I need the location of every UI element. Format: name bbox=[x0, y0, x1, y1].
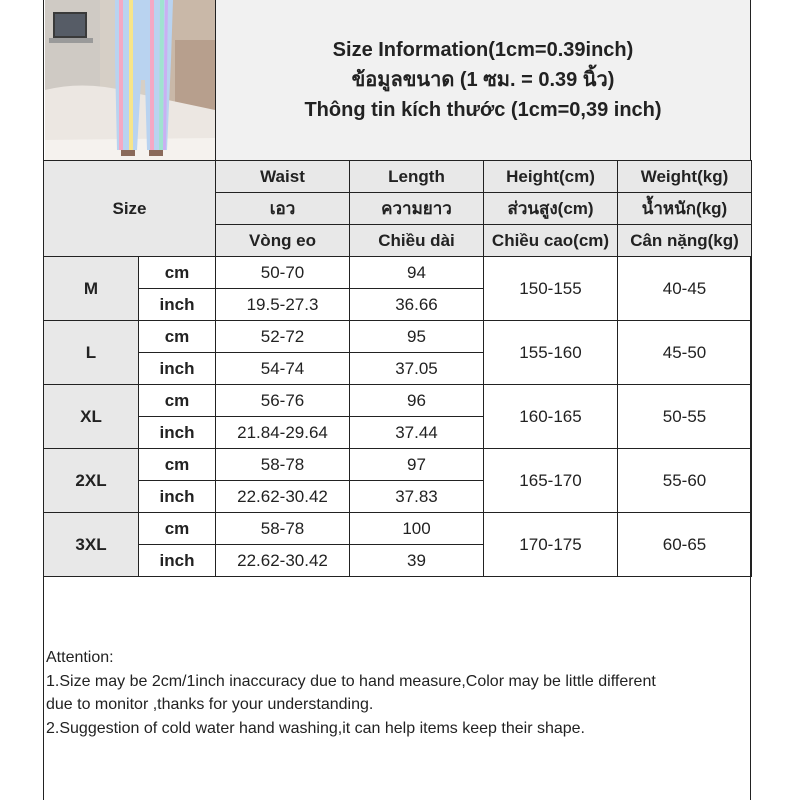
length-inch: 39 bbox=[350, 545, 484, 577]
unit-inch: inch bbox=[139, 289, 216, 321]
height-range: 150-155 bbox=[484, 257, 618, 321]
size-label-xl: XL bbox=[44, 385, 139, 449]
length-inch: 37.44 bbox=[350, 417, 484, 449]
column-header-length-vietnamese: Chiều dài bbox=[350, 225, 484, 257]
table-row bbox=[44, 513, 752, 545]
weight-range: 55-60 bbox=[618, 449, 752, 513]
size-information-header bbox=[215, 0, 750, 160]
unit-inch: inch bbox=[139, 545, 216, 577]
unit-cm: cm bbox=[139, 513, 216, 545]
table-row bbox=[44, 449, 752, 481]
weight-range: 45-50 bbox=[618, 321, 752, 385]
height-range: 165-170 bbox=[484, 449, 618, 513]
length-inch: 37.05 bbox=[350, 353, 484, 385]
header-line-vietnamese: Thông tin kích thước (1cm=0,39 inch) bbox=[304, 99, 662, 121]
waist-inch: 21.84-29.64 bbox=[216, 417, 350, 449]
length-inch: 37.83 bbox=[350, 481, 484, 513]
attention-notes bbox=[46, 646, 748, 740]
header-line-thai: ข้อมูลขนาด (1 ซม. = 0.39 นิ้ว) bbox=[351, 69, 615, 91]
column-header-weight-vietnamese: Cân nặng(kg) bbox=[618, 225, 752, 257]
column-header-weight-thai: น้ำหนัก(kg) bbox=[618, 193, 752, 225]
column-header-weight: Weight(kg) bbox=[618, 161, 752, 193]
size-label-2xl: 2XL bbox=[44, 449, 139, 513]
column-header-height-vietnamese: Chiều cao(cm) bbox=[484, 225, 618, 257]
unit-inch: inch bbox=[139, 417, 216, 449]
column-header-waist-vietnamese: Vòng eo bbox=[216, 225, 350, 257]
length-inch: 36.66 bbox=[350, 289, 484, 321]
header-line-english: Size Information(1cm=0.39inch) bbox=[332, 39, 634, 61]
length-cm: 100 bbox=[350, 513, 484, 545]
attention-title: Attention: bbox=[46, 649, 114, 666]
weight-range: 50-55 bbox=[618, 385, 752, 449]
unit-inch: inch bbox=[139, 481, 216, 513]
unit-cm: cm bbox=[139, 257, 216, 289]
height-range: 170-175 bbox=[484, 513, 618, 577]
table-row bbox=[44, 257, 752, 289]
size-label-m: M bbox=[44, 257, 139, 321]
column-header-waist: Waist bbox=[216, 161, 350, 193]
size-column-header: Size bbox=[44, 161, 216, 257]
unit-cm: cm bbox=[139, 385, 216, 417]
size-label-l: L bbox=[44, 321, 139, 385]
waist-cm: 58-78 bbox=[216, 513, 350, 545]
waist-cm: 50-70 bbox=[216, 257, 350, 289]
length-cm: 96 bbox=[350, 385, 484, 417]
height-range: 155-160 bbox=[484, 321, 618, 385]
product-photo bbox=[45, 0, 215, 160]
size-label-3xl: 3XL bbox=[44, 513, 139, 577]
column-header-height-thai: ส่วนสูง(cm) bbox=[484, 193, 618, 225]
weight-range: 40-45 bbox=[618, 257, 752, 321]
waist-inch: 22.62-30.42 bbox=[216, 481, 350, 513]
length-cm: 95 bbox=[350, 321, 484, 353]
attention-note-1: 1.Size may be 2cm/1inch inaccuracy due to hand measure,Color may be little different bbox=[46, 672, 656, 690]
column-header-length: Length bbox=[350, 161, 484, 193]
waist-cm: 52-72 bbox=[216, 321, 350, 353]
header-row-english bbox=[44, 161, 752, 193]
table-row bbox=[44, 385, 752, 417]
column-header-length-thai: ความยาว bbox=[350, 193, 484, 225]
unit-cm: cm bbox=[139, 321, 216, 353]
column-header-waist-thai: เอว bbox=[216, 193, 350, 225]
waist-inch: 54-74 bbox=[216, 353, 350, 385]
size-chart-table bbox=[43, 160, 752, 577]
attention-note-1-continued: due to monitor ,thanks for your understanding. bbox=[46, 696, 374, 713]
table-row bbox=[44, 321, 752, 353]
length-cm: 97 bbox=[350, 449, 484, 481]
unit-inch: inch bbox=[139, 353, 216, 385]
height-range: 160-165 bbox=[484, 385, 618, 449]
waist-cm: 58-78 bbox=[216, 449, 350, 481]
waist-cm: 56-76 bbox=[216, 385, 350, 417]
attention-note-2: 2.Suggestion of cold water hand washing,it can help items keep their shape. bbox=[46, 719, 585, 737]
waist-inch: 22.62-30.42 bbox=[216, 545, 350, 577]
column-header-height: Height(cm) bbox=[484, 161, 618, 193]
product-photo-illustration bbox=[45, 0, 215, 160]
weight-range: 60-65 bbox=[618, 513, 752, 577]
length-cm: 94 bbox=[350, 257, 484, 289]
unit-cm: cm bbox=[139, 449, 216, 481]
waist-inch: 19.5-27.3 bbox=[216, 289, 350, 321]
